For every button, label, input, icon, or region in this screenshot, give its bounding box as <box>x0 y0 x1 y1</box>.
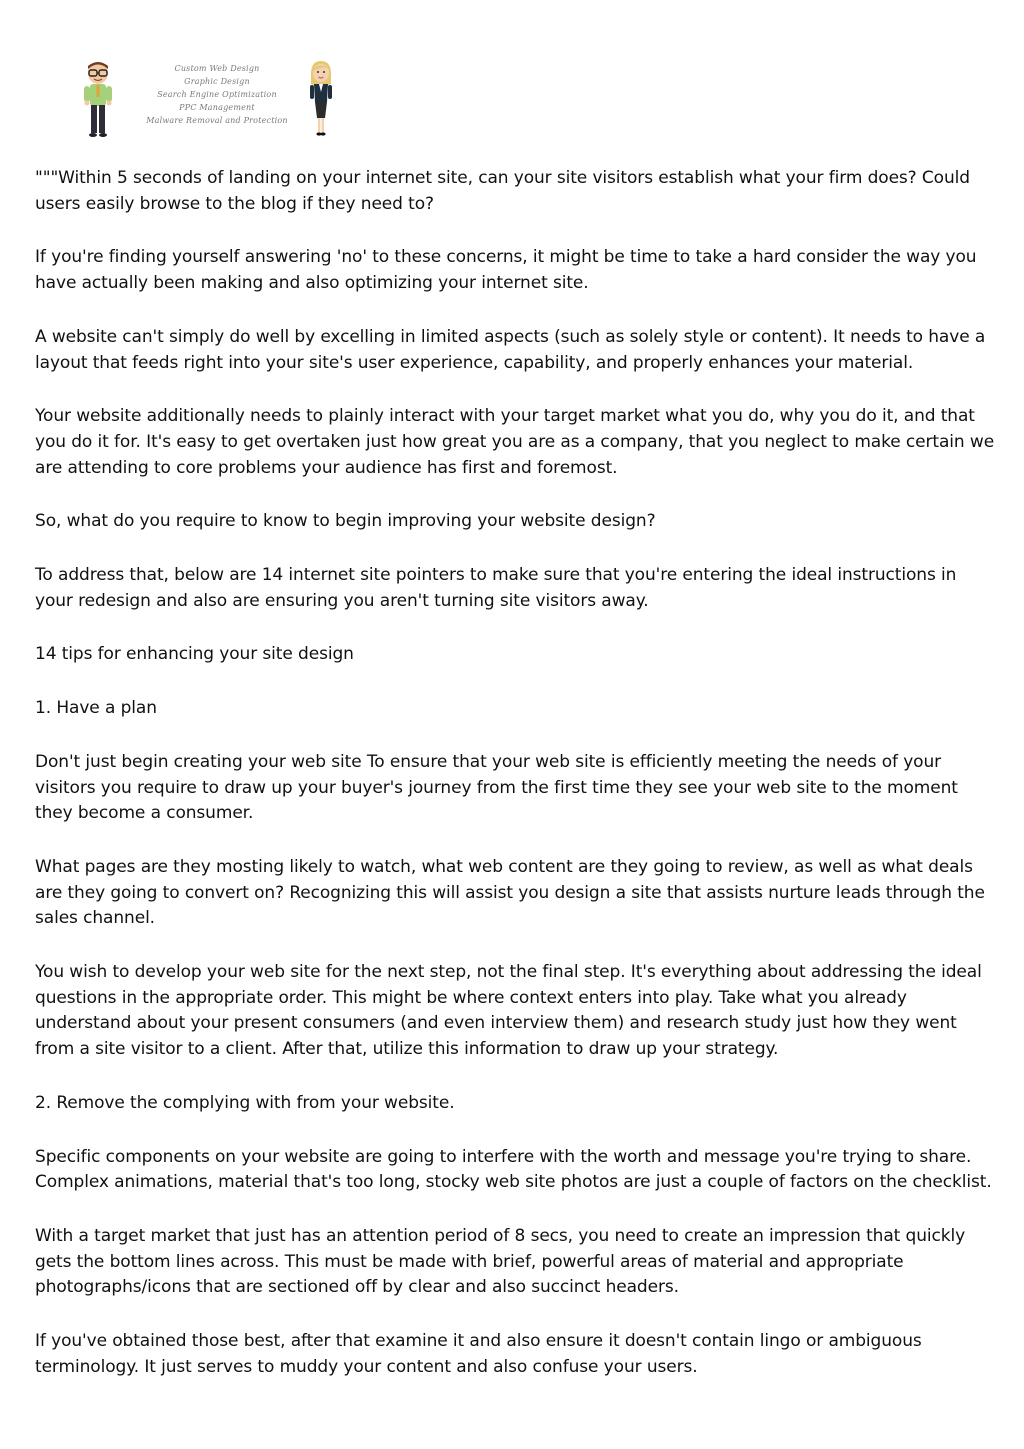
paragraph: You wish to develop your web site for the next step, not the final step. It's everything about addressing the ideal questions in the appropriate order. This might be where context enters into play. Take what you already understand about your present consumers (and even interview them) and research study just how they went from a site visitor to a client. After that, utilize this information to draw up your strategy. <box>35 962 982 1060</box>
service-item: Custom Web Design <box>174 64 260 73</box>
man-character-illustration <box>80 60 116 138</box>
paragraph: Specific components on your website are going to interfere with the worth and message you're trying to share. Complex animations, material that's too long, stocky web site photos are just a couple of factors on the checklist. <box>35 1146 992 1193</box>
service-item: PPC Management <box>179 103 255 112</box>
header-banner <box>70 56 370 142</box>
paragraph: Don't just begin creating your web site To ensure that your web site is efficiently meeting the needs of your visitors you require to draw up your buyer's journey from the first time they see your web site to the moment they become a consumer. <box>35 751 958 824</box>
paragraph: If you've obtained those best, after that examine it and also ensure it doesn't contain lingo or ambiguous terminology. It just serves to muddy your content and also confuse your users. <box>35 1331 922 1377</box>
paragraph: To address that, below are 14 internet site pointers to make sure that you're entering the ideal instructions in your redesign and also are ensuring you aren't turning site visitors away. <box>35 565 957 611</box>
paragraph: A website can't simply do well by excelling in limited aspects (such as solely style or content). It needs to have a layout that feeds right into your site's user experience, capability, and properly enhances your material. <box>35 326 986 373</box>
service-item: Search Engine Optimization <box>157 90 277 99</box>
section-heading: 14 tips for enhancing your site design <box>35 644 354 665</box>
paragraph: With a target market that just has an attention period of 8 secs, you need to create an impression that quickly gets the bottom lines across. This must be made with brief, powerful areas of material and appropriate photographs/icons that are sectioned off by clear and also succinct headers. <box>35 1225 966 1298</box>
article-body <box>35 166 997 1409</box>
service-item: Malware Removal and Protection <box>146 116 288 125</box>
woman-character-illustration <box>306 60 336 138</box>
paragraph: """Within 5 seconds of landing on your internet site, can your site visitors establish what your firm does? Could users easily browse to the blog if they need to? <box>35 168 970 214</box>
tip-heading: 1. Have a plan <box>35 698 157 719</box>
paragraph: Your website additionally needs to plainly interact with your target market what you do, why you do it, and that you do it for. It's easy to get overtaken just how great you are as a company, that you neglect to make certain we are attending to core problems your audience has first and foremost. <box>35 406 995 478</box>
paragraph: So, what do you require to know to begin improving your website design? <box>35 511 656 532</box>
service-item: Graphic Design <box>184 77 250 86</box>
tip-heading: 2. Remove the complying with from your website. <box>35 1092 455 1113</box>
services-list <box>142 62 292 127</box>
paragraph: What pages are they mosting likely to watch, what web content are they going to review, as well as what deals are they going to convert on? Recognizing this will assist you design a site that assists nurture leads through the sales channel. <box>35 856 985 929</box>
paragraph: If you're finding yourself answering 'no' to these concerns, it might be time to take a hard consider the way you have actually been making and also optimizing your internet site. <box>35 247 977 294</box>
